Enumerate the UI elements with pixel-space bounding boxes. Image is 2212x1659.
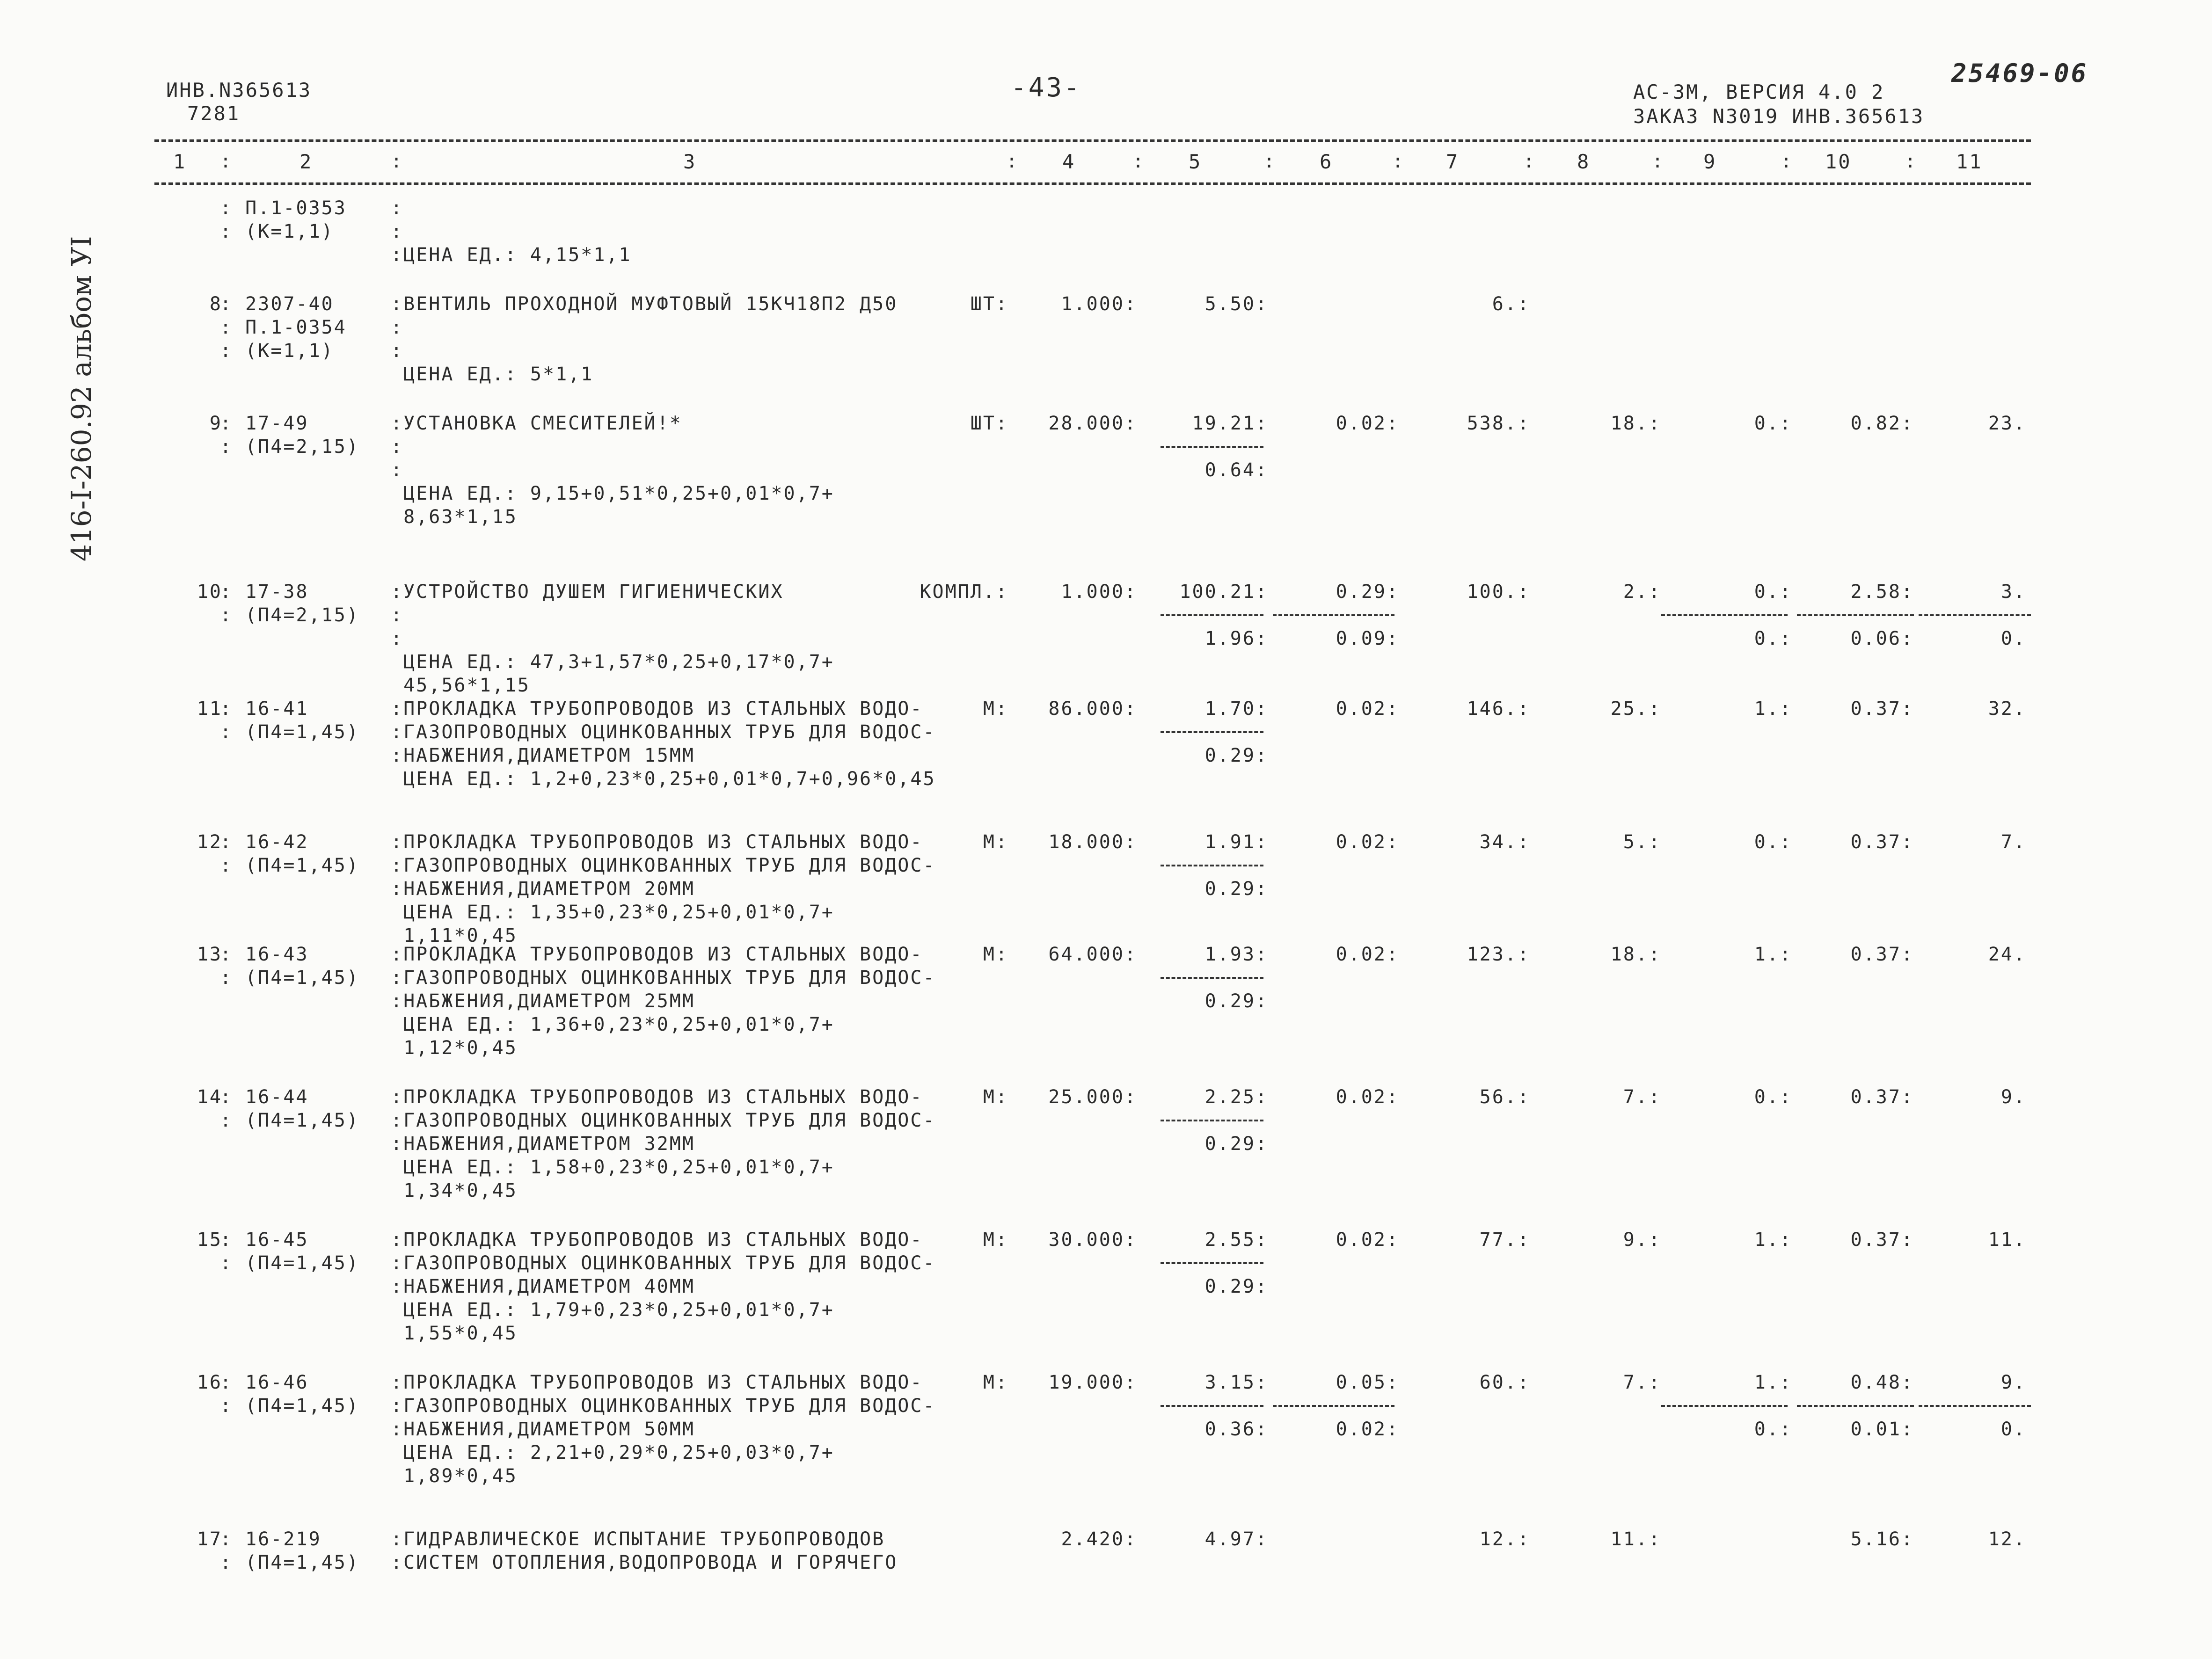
- value-v6: 0.02:: [1336, 831, 1399, 853]
- row-description: :ПРОКЛАДКА ТРУБОПРОВОДОВ ИЗ СТАЛЬНЫХ ВОДО-: [391, 944, 923, 965]
- row-description: :ПРОКЛАДКА ТРУБОПРОВОДОВ ИЗ СТАЛЬНЫХ ВОДО-: [391, 831, 923, 853]
- row-description: ЦЕНА ЕД.: 1,2+0,23*0,25+0,01*0,7+0,96*0,45: [391, 768, 936, 790]
- row-description: ЦЕНА ЕД.: 5*1,1: [391, 364, 594, 385]
- value-v10: 0.37:: [1850, 1086, 1914, 1108]
- row-description: :: [391, 436, 404, 458]
- column-separator: :: [1905, 151, 1916, 172]
- value-v4: 2.420:: [1061, 1528, 1137, 1550]
- column-header-8: 8: [1577, 150, 1591, 173]
- row-description: :ЦЕНА ЕД.: 4,15*1,1: [391, 244, 632, 266]
- value-v6: 0.02:: [1336, 413, 1399, 434]
- row-code: : 16-43: [220, 944, 309, 965]
- side-note: 416-I-260.92 альбом УI: [66, 236, 97, 561]
- row-unit: ШТ:: [970, 293, 1008, 315]
- row-description: :УСТАНОВКА СМЕСИТЕЛЕЙ!*: [391, 413, 682, 434]
- row-number: 10: [197, 581, 222, 603]
- row-unit: М:: [983, 698, 1008, 720]
- value-v7: 146.:: [1467, 698, 1530, 720]
- value-v5-subtotal: 0.29:: [1205, 745, 1268, 766]
- value-v7: 538.:: [1467, 413, 1530, 434]
- value-v7: 12.:: [1479, 1528, 1530, 1550]
- row-description: :НАБЖЕНИЯ,ДИАМЕТРОМ 40ММ: [391, 1276, 695, 1297]
- row-description: 1,34*0,45: [391, 1180, 518, 1201]
- row-description: :НАБЖЕНИЯ,ДИАМЕТРОМ 32ММ: [391, 1133, 695, 1155]
- value-v8: 11.:: [1610, 1528, 1661, 1550]
- column-header-4: 4: [1062, 150, 1076, 173]
- value-v8: 9.:: [1623, 1229, 1661, 1251]
- value-v9: 0.:: [1754, 831, 1792, 853]
- row-unit: М:: [983, 831, 1008, 853]
- row-number: 16: [197, 1372, 222, 1393]
- row-code: : (П4=1,45): [220, 1395, 359, 1417]
- row-code: : (П4=2,15): [220, 436, 359, 458]
- row-code: : 16-46: [220, 1372, 309, 1393]
- column-header-11: 11: [1956, 150, 1983, 173]
- row-code: : 16-41: [220, 698, 309, 720]
- value-v11: 3.: [2000, 581, 2026, 603]
- value-v7: 34.:: [1479, 831, 1530, 853]
- row-code: : П.1-0353: [220, 197, 347, 219]
- value-v5-subtotal: 0.36:: [1205, 1419, 1268, 1440]
- value-v9: 1.:: [1754, 1229, 1792, 1251]
- row-code: : П.1-0354: [220, 317, 347, 338]
- row-number: 17: [197, 1528, 222, 1550]
- row-description: ЦЕНА ЕД.: 2,21+0,29*0,25+0,03*0,7+: [391, 1442, 834, 1463]
- value-v9-subtotal: 0.:: [1754, 1419, 1792, 1440]
- row-number: 9: [209, 413, 222, 434]
- subtotal-dash-line: [1797, 614, 1914, 616]
- value-v7: 56.:: [1479, 1086, 1530, 1108]
- row-description: :: [391, 628, 404, 649]
- header-rule-bottom: [154, 182, 2031, 185]
- subtotal-dash-line: [1161, 977, 1263, 979]
- value-v8: 7.:: [1623, 1372, 1661, 1393]
- program-version: АС-3М, ВЕРСИЯ 4.0 2: [1633, 80, 1885, 103]
- column-separator: :: [1392, 151, 1404, 172]
- column-header-10: 10: [1825, 150, 1852, 173]
- row-code: : (П4=1,45): [220, 1252, 359, 1274]
- value-v4: 64.000:: [1048, 944, 1137, 965]
- value-v9: 1.:: [1754, 944, 1792, 965]
- value-v9: 1.:: [1754, 698, 1792, 720]
- row-description: ЦЕНА ЕД.: 9,15+0,51*0,25+0,01*0,7+: [391, 483, 834, 504]
- row-code: : (П4=2,15): [220, 604, 359, 626]
- value-v11: 9.: [2000, 1372, 2026, 1393]
- column-header-2: 2: [299, 150, 313, 173]
- column-separator: :: [1652, 151, 1664, 172]
- row-description: :ГАЗОПРОВОДНЫХ ОЦИНКОВАННЫХ ТРУБ ДЛЯ ВОДОС-: [391, 1252, 936, 1274]
- row-description: ЦЕНА ЕД.: 1,58+0,23*0,25+0,01*0,7+: [391, 1157, 834, 1178]
- value-v11-subtotal: 0.: [2000, 628, 2026, 649]
- row-description: ЦЕНА ЕД.: 47,3+1,57*0,25+0,17*0,7+: [391, 651, 834, 673]
- row-code: : (П4=1,45): [220, 967, 359, 989]
- value-v9: 1.:: [1754, 1372, 1792, 1393]
- value-v5-subtotal: 0.29:: [1205, 990, 1268, 1012]
- subtotal-dash-line: [1661, 1405, 1788, 1407]
- value-v9: 0.:: [1754, 581, 1792, 603]
- row-unit: КОМПЛ.:: [920, 581, 1008, 603]
- column-separator: :: [1132, 151, 1144, 172]
- value-v4: 28.000:: [1048, 413, 1137, 434]
- row-code: : (П4=1,45): [220, 1110, 359, 1131]
- value-v5: 2.25:: [1205, 1086, 1268, 1108]
- row-description: :УСТРОЙСТВО ДУШЕМ ГИГИЕНИЧЕСКИХ: [391, 581, 784, 603]
- value-v9: 0.:: [1754, 413, 1792, 434]
- row-description: :ГИДРАВЛИЧЕСКОЕ ИСПЫТАНИЕ ТРУБОПРОВОДОВ: [391, 1528, 885, 1550]
- row-description: ЦЕНА ЕД.: 1,79+0,23*0,25+0,01*0,7+: [391, 1299, 834, 1321]
- value-v8: 7.:: [1623, 1086, 1661, 1108]
- column-header-6: 6: [1320, 150, 1333, 173]
- row-code: : 2307-40: [220, 293, 334, 315]
- value-v11: 7.: [2000, 831, 2026, 853]
- row-description: :: [391, 340, 404, 362]
- column-separator: :: [220, 151, 232, 172]
- row-description: :: [391, 317, 404, 338]
- value-v10-subtotal: 0.01:: [1850, 1419, 1914, 1440]
- row-description: :ПРОКЛАДКА ТРУБОПРОВОДОВ ИЗ СТАЛЬНЫХ ВОДО-: [391, 1372, 923, 1393]
- row-description: :НАБЖЕНИЯ,ДИАМЕТРОМ 50ММ: [391, 1419, 695, 1440]
- header-rule-top: [154, 139, 2031, 142]
- value-v5: 1.70:: [1205, 698, 1268, 720]
- row-number: 12: [197, 831, 222, 853]
- column-separator: :: [1523, 151, 1535, 172]
- value-v10: 0.37:: [1850, 698, 1914, 720]
- row-description: :ПРОКЛАДКА ТРУБОПРОВОДОВ ИЗ СТАЛЬНЫХ ВОДО-: [391, 1229, 923, 1251]
- value-v11: 9.: [2000, 1086, 2026, 1108]
- column-header-5: 5: [1189, 150, 1202, 173]
- column-separator: :: [1781, 151, 1792, 172]
- column-separator: :: [1263, 151, 1275, 172]
- value-v4: 25.000:: [1048, 1086, 1137, 1108]
- value-v5: 5.50:: [1205, 293, 1268, 315]
- value-v7: 6.:: [1492, 293, 1530, 315]
- row-description: :: [391, 197, 404, 219]
- column-header-9: 9: [1703, 150, 1717, 173]
- row-description: 8,63*1,15: [391, 506, 518, 528]
- row-description: ЦЕНА ЕД.: 1,35+0,23*0,25+0,01*0,7+: [391, 902, 834, 923]
- value-v5-subtotal: 0.29:: [1205, 1276, 1268, 1297]
- row-description: 1,11*0,45: [391, 925, 518, 946]
- row-description: ЦЕНА ЕД.: 1,36+0,23*0,25+0,01*0,7+: [391, 1014, 834, 1035]
- value-v11: 23.: [1988, 413, 2026, 434]
- row-description: :ГАЗОПРОВОДНЫХ ОЦИНКОВАННЫХ ТРУБ ДЛЯ ВОДОС-: [391, 855, 936, 876]
- subtotal-dash-line: [1919, 1405, 2031, 1407]
- value-v5: 2.55:: [1205, 1229, 1268, 1251]
- value-v4: 1.000:: [1061, 581, 1137, 603]
- order-info: ЗАКАЗ N3019 ИНВ.365613: [1633, 105, 1925, 128]
- value-v5: 19.21:: [1192, 413, 1268, 434]
- subtotal-dash-line: [1161, 1405, 1263, 1407]
- row-code: : 16-42: [220, 831, 309, 853]
- inventory-number: ИНВ.N365613: [166, 79, 312, 102]
- value-v7: 123.:: [1467, 944, 1530, 965]
- value-v6: 0.02:: [1336, 1086, 1399, 1108]
- row-description: :НАБЖЕНИЯ,ДИАМЕТРОМ 15ММ: [391, 745, 695, 766]
- row-code: : 16-44: [220, 1086, 309, 1108]
- column-separator: :: [1006, 151, 1018, 172]
- value-v5-subtotal: 0.29:: [1205, 1133, 1268, 1155]
- row-description: :НАБЖЕНИЯ,ДИАМЕТРОМ 25ММ: [391, 990, 695, 1012]
- value-v4: 18.000:: [1048, 831, 1137, 853]
- row-unit: М:: [983, 944, 1008, 965]
- row-description: :ПРОКЛАДКА ТРУБОПРОВОДОВ ИЗ СТАЛЬНЫХ ВОДО-: [391, 698, 923, 720]
- row-description: :: [391, 459, 404, 481]
- row-code: : (К=1,1): [220, 340, 334, 362]
- row-number: 13: [197, 944, 222, 965]
- row-description: 1,12*0,45: [391, 1037, 518, 1059]
- value-v5: 1.91:: [1205, 831, 1268, 853]
- value-v10: 5.16:: [1850, 1528, 1914, 1550]
- row-description: 45,56*1,15: [391, 675, 530, 696]
- subtotal-dash-line: [1161, 1120, 1263, 1121]
- value-v5: 1.93:: [1205, 944, 1268, 965]
- row-unit: М:: [983, 1086, 1008, 1108]
- value-v6: 0.02:: [1336, 1229, 1399, 1251]
- value-v5: 4.97:: [1205, 1528, 1268, 1550]
- value-v8: 18.:: [1610, 944, 1661, 965]
- document-number: 7281: [187, 102, 241, 125]
- subtotal-dash-line: [1161, 731, 1263, 733]
- row-code: : 16-45: [220, 1229, 309, 1251]
- subtotal-dash-line: [1273, 1405, 1394, 1407]
- value-v7: 77.:: [1479, 1229, 1530, 1251]
- row-number: 11: [197, 698, 222, 720]
- value-v8: 2.:: [1623, 581, 1661, 603]
- row-unit: ШТ:: [970, 413, 1008, 434]
- column-header-7: 7: [1446, 150, 1460, 173]
- value-v7: 60.:: [1479, 1372, 1530, 1393]
- row-number: 8: [209, 293, 222, 315]
- row-description: 1,55*0,45: [391, 1323, 518, 1344]
- page-number: -43-: [1011, 73, 1081, 103]
- value-v8: 5.:: [1623, 831, 1661, 853]
- value-v10: 0.37:: [1850, 831, 1914, 853]
- row-code: : (К=1,1): [220, 221, 334, 242]
- subtotal-dash-line: [1161, 446, 1263, 448]
- value-v4: 86.000:: [1048, 698, 1137, 720]
- subtotal-dash-line: [1919, 614, 2031, 616]
- row-code: : (П4=1,45): [220, 1552, 359, 1573]
- value-v5-subtotal: 0.29:: [1205, 878, 1268, 900]
- value-v6: 0.05:: [1336, 1372, 1399, 1393]
- column-separator: :: [391, 151, 402, 172]
- handwritten-code: 25469-06: [1951, 58, 2088, 88]
- row-code: : (П4=1,45): [220, 721, 359, 743]
- value-v5-subtotal: 1.96:: [1205, 628, 1268, 649]
- row-description: :ВЕНТИЛЬ ПРОХОДНОЙ МУФТОВЫЙ 15КЧ18П2 Д50: [391, 293, 898, 315]
- value-v5: 100.21:: [1179, 581, 1268, 603]
- row-code: : 17-38: [220, 581, 309, 603]
- row-unit: М:: [983, 1229, 1008, 1251]
- row-code: : (П4=1,45): [220, 855, 359, 876]
- value-v10: 0.37:: [1850, 944, 1914, 965]
- subtotal-dash-line: [1661, 614, 1788, 616]
- value-v10: 2.58:: [1850, 581, 1914, 603]
- subtotal-dash-line: [1161, 614, 1263, 616]
- value-v11-subtotal: 0.: [2000, 1419, 2026, 1440]
- value-v10: 0.37:: [1850, 1229, 1914, 1251]
- value-v9-subtotal: 0.:: [1754, 628, 1792, 649]
- value-v6-subtotal: 0.09:: [1336, 628, 1399, 649]
- value-v5: 3.15:: [1205, 1372, 1268, 1393]
- row-number: 15: [197, 1229, 222, 1251]
- row-description: :ГАЗОПРОВОДНЫХ ОЦИНКОВАННЫХ ТРУБ ДЛЯ ВОДОС-: [391, 1110, 936, 1131]
- value-v6: 0.02:: [1336, 698, 1399, 720]
- row-description: :: [391, 221, 404, 242]
- column-header-3: 3: [683, 150, 697, 173]
- row-description: :ГАЗОПРОВОДНЫХ ОЦИНКОВАННЫХ ТРУБ ДЛЯ ВОДОС-: [391, 721, 936, 743]
- row-description: :ПРОКЛАДКА ТРУБОПРОВОДОВ ИЗ СТАЛЬНЫХ ВОДО-: [391, 1086, 923, 1108]
- value-v11: 11.: [1988, 1229, 2026, 1251]
- value-v6-subtotal: 0.02:: [1336, 1419, 1399, 1440]
- value-v11: 12.: [1988, 1528, 2026, 1550]
- value-v5-subtotal: 0.64:: [1205, 459, 1268, 481]
- row-description: :: [391, 604, 404, 626]
- subtotal-dash-line: [1273, 614, 1394, 616]
- value-v4: 30.000:: [1048, 1229, 1137, 1251]
- value-v6: 0.29:: [1336, 581, 1399, 603]
- row-unit: М:: [983, 1372, 1008, 1393]
- row-description: 1,89*0,45: [391, 1465, 518, 1487]
- value-v8: 18.:: [1610, 413, 1661, 434]
- value-v10-subtotal: 0.06:: [1850, 628, 1914, 649]
- subtotal-dash-line: [1161, 865, 1263, 866]
- row-description: :НАБЖЕНИЯ,ДИАМЕТРОМ 20ММ: [391, 878, 695, 900]
- value-v11: 32.: [1988, 698, 2026, 720]
- row-description: :ГАЗОПРОВОДНЫХ ОЦИНКОВАННЫХ ТРУБ ДЛЯ ВОДОС-: [391, 967, 936, 989]
- row-description: :ГАЗОПРОВОДНЫХ ОЦИНКОВАННЫХ ТРУБ ДЛЯ ВОДОС-: [391, 1395, 936, 1417]
- subtotal-dash-line: [1797, 1405, 1914, 1407]
- row-number: 14: [197, 1086, 222, 1108]
- value-v6: 0.02:: [1336, 944, 1399, 965]
- value-v10: 0.48:: [1850, 1372, 1914, 1393]
- value-v7: 100.:: [1467, 581, 1530, 603]
- value-v4: 19.000:: [1048, 1372, 1137, 1393]
- value-v9: 0.:: [1754, 1086, 1792, 1108]
- row-code: : 17-49: [220, 413, 309, 434]
- value-v11: 24.: [1988, 944, 2026, 965]
- column-header-1: 1: [173, 150, 187, 173]
- row-description: :СИСТЕМ ОТОПЛЕНИЯ,ВОДОПРОВОДА И ГОРЯЧЕГО: [391, 1552, 898, 1573]
- value-v8: 25.:: [1610, 698, 1661, 720]
- value-v10: 0.82:: [1850, 413, 1914, 434]
- row-code: : 16-219: [220, 1528, 321, 1550]
- subtotal-dash-line: [1161, 1262, 1263, 1264]
- value-v4: 1.000:: [1061, 293, 1137, 315]
